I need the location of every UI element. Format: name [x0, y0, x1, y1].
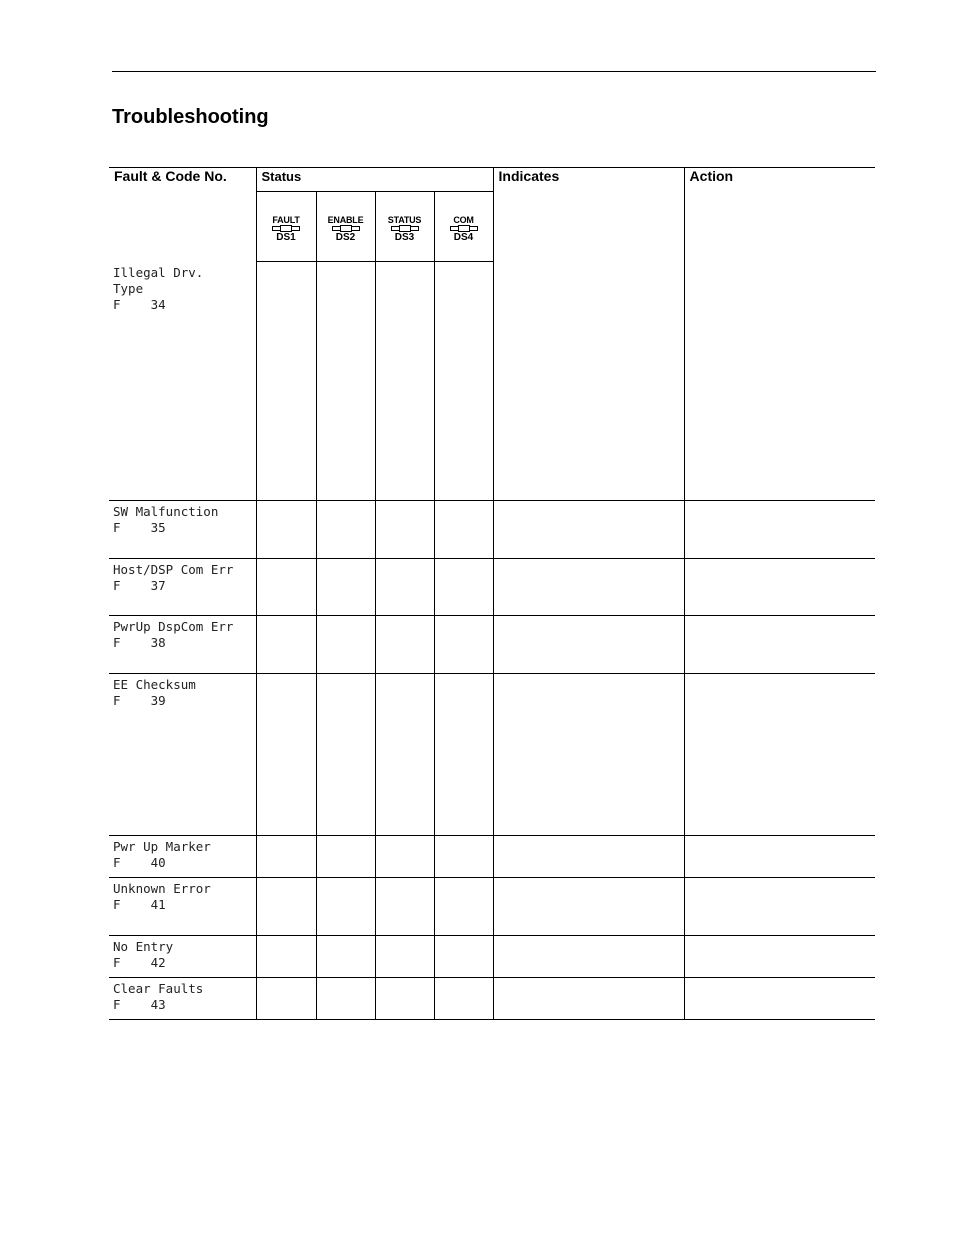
ds2-cell [316, 262, 375, 501]
ds4-cell [434, 501, 493, 559]
table-row [109, 978, 875, 1020]
ds4-cell [434, 836, 493, 878]
fault-name: SW Malfunction [113, 504, 219, 519]
header-action: Action [684, 168, 875, 262]
ds2-cell [316, 978, 375, 1020]
ds4-cell [434, 262, 493, 501]
fault-code: F 38 [113, 635, 166, 650]
led-label-enable: ENABLE [327, 215, 364, 225]
action-cell [684, 616, 875, 674]
ds1-cell [256, 878, 316, 936]
fault-name: Clear Faults [113, 981, 204, 996]
fault-cell [109, 674, 256, 836]
led-icon [272, 226, 300, 232]
indicates-cell [493, 616, 684, 674]
ds1-cell [256, 674, 316, 836]
fault-code: F 37 [113, 578, 166, 593]
fault-name: Host/DSP Com Err [113, 562, 234, 577]
action-cell [684, 674, 875, 836]
ds3-cell [375, 559, 434, 616]
led-id-ds2: DS2 [335, 232, 356, 243]
table-row [109, 878, 875, 936]
ds3-cell [375, 936, 434, 978]
header-indicates: Indicates [493, 168, 684, 262]
action-cell [684, 978, 875, 1020]
ds3-cell [375, 674, 434, 836]
fault-cell [109, 936, 256, 978]
fault-cell [109, 559, 256, 616]
fault-name: PwrUp DspCom Err [113, 619, 234, 634]
led-id-ds1: DS1 [276, 232, 296, 243]
led-label-fault: FAULT [272, 215, 300, 225]
ds2-cell [316, 674, 375, 836]
table-row [109, 936, 875, 978]
header-fault-code: Fault & Code No. [109, 168, 256, 262]
fault-code: F 40 [113, 855, 166, 870]
ds3-cell [375, 836, 434, 878]
indicates-cell [493, 674, 684, 836]
ds3-cell [375, 978, 434, 1020]
fault-code: F 35 [113, 520, 166, 535]
ds2-cell [316, 501, 375, 559]
ds2-cell [316, 616, 375, 674]
ds1-cell [256, 262, 316, 501]
fault-code: F 34 [113, 296, 166, 312]
led-id-ds4: DS4 [453, 232, 474, 243]
header-status: Status [256, 168, 493, 192]
indicates-cell [493, 501, 684, 559]
ds4-cell [434, 978, 493, 1020]
ds1-cell [256, 936, 316, 978]
ds3-cell [375, 501, 434, 559]
ds1-cell [256, 836, 316, 878]
fault-code: F 39 [113, 693, 166, 708]
troubleshooting-table [109, 167, 875, 1020]
fault-code: F 43 [113, 997, 166, 1012]
ds3-cell [375, 262, 434, 501]
table-row [109, 836, 875, 878]
table-row [109, 616, 875, 674]
section-title: Troubleshooting [112, 106, 269, 128]
table-row [109, 674, 875, 836]
ds1-cell [256, 978, 316, 1020]
ds4-cell [434, 616, 493, 674]
ds4-cell [434, 559, 493, 616]
fault-name: Illegal Drv. Type [113, 264, 204, 296]
indicates-cell [493, 559, 684, 616]
fault-name: EE Checksum [113, 677, 196, 692]
table-row [109, 501, 875, 559]
ds3-cell [375, 878, 434, 936]
action-cell [684, 936, 875, 978]
action-cell [684, 262, 875, 501]
led-header-ds2 [316, 192, 375, 262]
ds3-cell [375, 616, 434, 674]
led-id-ds3: DS3 [394, 232, 415, 243]
led-icon [332, 226, 360, 232]
led-icon [391, 226, 419, 232]
led-header-ds3 [375, 192, 434, 262]
header-rule [112, 71, 876, 72]
indicates-cell [493, 262, 684, 501]
ds2-cell [316, 878, 375, 936]
ds4-cell [434, 936, 493, 978]
fault-name: Unknown Error [113, 881, 211, 896]
fault-cell [109, 616, 256, 674]
indicates-cell [493, 978, 684, 1020]
action-cell [684, 501, 875, 559]
table-row [109, 262, 875, 501]
ds1-cell [256, 501, 316, 559]
fault-code: F 41 [113, 897, 166, 912]
action-cell [684, 836, 875, 878]
led-icon [450, 226, 478, 232]
ds2-cell [316, 559, 375, 616]
action-cell [684, 878, 875, 936]
fault-name: Pwr Up Marker [113, 839, 211, 854]
fault-name: No Entry [113, 939, 174, 954]
table-row [109, 559, 875, 616]
ds4-cell [434, 878, 493, 936]
ds2-cell [316, 936, 375, 978]
ds2-cell [316, 836, 375, 878]
fault-cell [109, 878, 256, 936]
fault-cell [109, 262, 256, 501]
ds1-cell [256, 616, 316, 674]
fault-cell [109, 978, 256, 1020]
led-header-ds1 [256, 192, 316, 262]
led-label-com: COM [453, 215, 474, 225]
fault-cell [109, 836, 256, 878]
ds1-cell [256, 559, 316, 616]
indicates-cell [493, 936, 684, 978]
indicates-cell [493, 878, 684, 936]
led-label-status: STATUS [387, 215, 422, 225]
fault-code: F 42 [113, 955, 166, 970]
indicates-cell [493, 836, 684, 878]
led-header-ds4 [434, 192, 493, 262]
ds4-cell [434, 674, 493, 836]
action-cell [684, 559, 875, 616]
fault-cell [109, 501, 256, 559]
